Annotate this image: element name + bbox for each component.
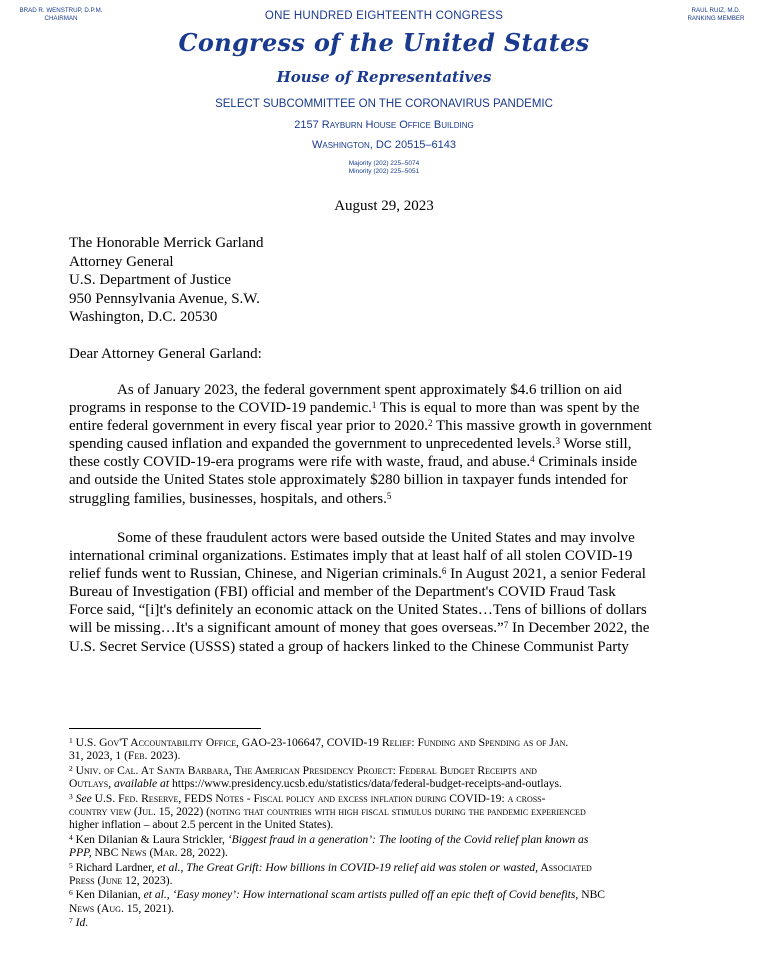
footnote-6: $^6$ Ken Dilanian, et al., ‘Easy money’: How international scam artists pulled off an epic theft of Covid benefits, NBC News (Aug. 15, 2021). — [69, 888, 606, 915]
footnote-link[interactable]: https://www.presidency.ucsb.edu/statistics/data/federal-budget-receipts-and-outlays. — [169, 777, 562, 791]
ranking-member-name: RAUL RUIZ, M.D. — [691, 7, 741, 14]
paragraph-line: struggling families, businesses, hospitals, and others.$^5$ — [69, 490, 392, 507]
ranking-member-title: RANKING MEMBER — [687, 15, 745, 22]
footnote-5: $^5$ Richard Lardner, et al., The Great Grift: How billions in COVID-19 relief aid was stolen or wasted, Associated Press (June 12, 2023). — [69, 860, 592, 888]
footnote-ref[interactable]: 4 — [530, 454, 535, 465]
congress-number: ONE HUNDRED EIGHTEENTH CONGRESS — [264, 10, 504, 22]
footnote-1: $^1$ U.S. Gov'T Accountability Office, GAO-23-106647, COVID-19 Relief: Funding and Spending as of Jan. 31, 2023, 1 (Feb. 2023). — [69, 736, 569, 763]
addressee-line: The Honorable Merrick Garland — [69, 235, 264, 251]
footnote-ref[interactable]: 2 — [428, 418, 433, 429]
addressee-line: Washington, D.C. 20530 — [69, 309, 218, 326]
addressee-line: Attorney General — [69, 253, 174, 270]
footnote-2: $^2$ Univ. of Cal. At Santa Barbara, The American Presidency Project: Federal Budget Receipts and Outlays, available at https://www.presidency.ucsb.edu/statistics/data/federal-budget-receipts-and-outlays. — [69, 763, 562, 791]
paragraph-line: entire federal government in every fiscal year prior to 2020.$^2$ This massive growth in government — [69, 418, 652, 435]
paragraph-line: programs in response to the COVID-19 pandemic.$^1$ This is equal to more than was spent by the — [69, 400, 640, 417]
paragraph-line: relief funds went to Russian, Chinese, and Nigerian criminals.$^6$ In August 2021, a senior Federal — [69, 566, 646, 583]
salutation: Dear Attorney General Garland: — [69, 346, 262, 362]
footnote-4: $^4$ Ken Dilanian & Laura Strickler, ‘Biggest fraud in a generation’: The looting of the Covid relief plan known as PPP, NBC News (Mar. 28, 2022). — [69, 832, 589, 860]
footnotes — [69, 736, 709, 931]
footnote-7: $^7$ Id. — [69, 916, 89, 930]
letter-date: August 29, 2023 — [334, 198, 434, 214]
paragraph-line: Some of these fraudulent actors were based outside the United States and may involve — [117, 530, 635, 546]
addressee-block — [69, 234, 264, 327]
paragraph-line: Bureau of Investigation (FBI) official and member of the Department's COVID Fraud Task — [69, 584, 616, 601]
footnote-ref[interactable]: 6 — [441, 566, 447, 577]
house-title: House of Representatives — [276, 68, 492, 86]
paragraph-line: will be missing…It's a significant amount of money that goes overseas.”$^7$ In December 2022, the — [69, 620, 650, 637]
paragraph-line: U.S. Secret Service (USSS) stated a group of hackers linked to the Chinese Communist Party — [69, 638, 629, 655]
paragraph-1 — [69, 381, 705, 508]
addressee-line: U.S. Department of Justice — [69, 272, 232, 289]
paragraph-line: As of January 2023, the federal government spent approximately $4.6 trillion on aid — [117, 382, 622, 398]
footnote-3: $^3$ See U.S. Fed. Reserve, FEDS Notes - Fiscal policy and excess inflation during COVID-19: a cross- country view (Jul. 15, 2022) (noting that countries with high fiscal stimulus during the pandemic experienced higher inflation – about 2.5 percent in the United States). — [69, 791, 586, 832]
subcommittee-name: SELECT SUBCOMMITTEE ON THE CORONAVIRUS PANDEMIC — [215, 98, 553, 110]
addressee-line: 950 Pennsylvania Avenue, S.W. — [69, 290, 260, 307]
congress-title: Congress of the United States — [178, 28, 590, 57]
minority-phone: Minority (202) 225–5051 — [348, 168, 420, 175]
paragraph-line: spending caused inflation and expanded the government to unprecedented levels.$^3$ Worse still, — [69, 436, 632, 453]
office-address: 2157 Rayburn House Office Building — [294, 119, 474, 131]
paragraph-line: and outside the United States stole approximately $280 billion in taxpayer funds intended for — [69, 472, 628, 489]
office-city: Washington, DC 20515–6143 — [311, 139, 457, 151]
footnote-ref[interactable]: 5 — [386, 490, 392, 501]
footnote-ref[interactable]: 3 — [555, 436, 561, 447]
paragraph-line: international criminal organizations. Estimates imply that at least half of all stolen COVID-19 — [69, 548, 633, 565]
phone-numbers — [0, 160, 768, 176]
majority-phone: Majority (202) 225–5074 — [348, 160, 420, 167]
footnote-ref[interactable]: 7 — [503, 620, 509, 631]
chairman-name: BRAD R. WENSTRUP, D.P.M. — [19, 7, 103, 14]
paragraph-line: Force said, “[i]t's definitely an economic attack on the United States…Tens of billions of dollars — [69, 602, 647, 619]
paragraph-2 — [69, 529, 705, 656]
footnote-ref[interactable]: 1 — [371, 400, 377, 411]
footnote-divider — [69, 728, 261, 729]
paragraph-line: these costly COVID-19-era programs were rife with waste, fraud, and abuse.$^4$ Criminals inside — [69, 454, 638, 471]
chairman-title: CHAIRMAN — [44, 15, 78, 22]
